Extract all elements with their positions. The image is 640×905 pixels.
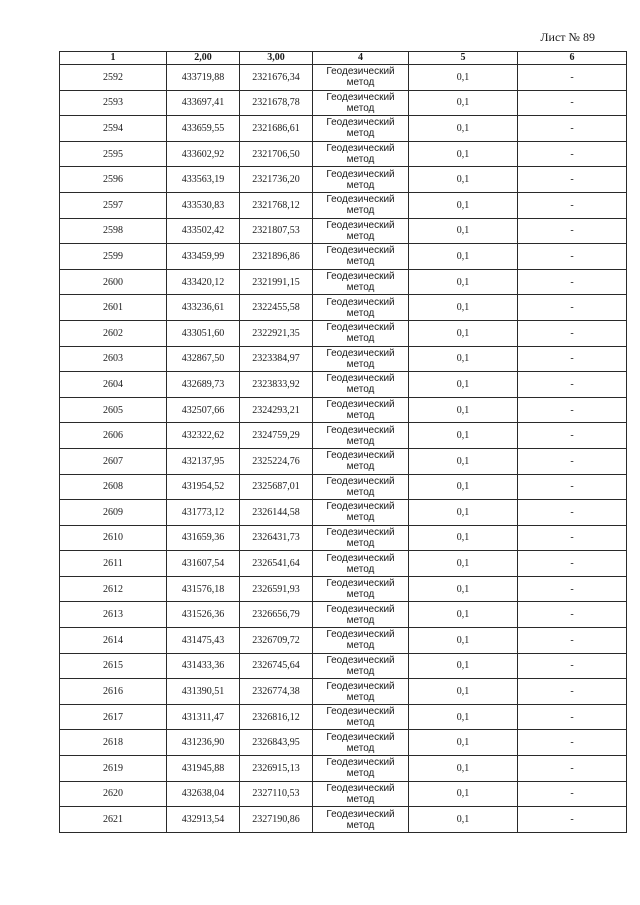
table-row bbox=[60, 679, 627, 705]
y-coordinate-cell: 2326541,64 bbox=[240, 551, 313, 577]
x-coordinate-cell: 431390,51 bbox=[167, 679, 240, 705]
method-cell: Геодезический метод bbox=[313, 116, 409, 142]
table-row bbox=[60, 397, 627, 423]
table-row bbox=[60, 602, 627, 628]
description-cell: - bbox=[518, 576, 627, 602]
x-coordinate-cell: 433719,88 bbox=[167, 65, 240, 91]
column-header: 3,00 bbox=[240, 52, 313, 65]
x-coordinate-cell: 432507,66 bbox=[167, 397, 240, 423]
x-coordinate-cell: 432137,95 bbox=[167, 448, 240, 474]
accuracy-cell: 0,1 bbox=[409, 218, 518, 244]
table-row bbox=[60, 320, 627, 346]
table-row bbox=[60, 244, 627, 270]
method-cell: Геодезический метод bbox=[313, 525, 409, 551]
point-number-cell: 2610 bbox=[60, 525, 167, 551]
description-cell: - bbox=[518, 602, 627, 628]
y-coordinate-cell: 2327110,53 bbox=[240, 781, 313, 807]
point-number-cell: 2604 bbox=[60, 372, 167, 398]
x-coordinate-cell: 431236,90 bbox=[167, 730, 240, 756]
table-header bbox=[60, 52, 627, 65]
accuracy-cell: 0,1 bbox=[409, 653, 518, 679]
column-header: 4 bbox=[313, 52, 409, 65]
method-cell: Геодезический метод bbox=[313, 653, 409, 679]
point-number-cell: 2596 bbox=[60, 167, 167, 193]
point-number-cell: 2612 bbox=[60, 576, 167, 602]
point-number-cell: 2614 bbox=[60, 628, 167, 654]
column-header: 1 bbox=[60, 52, 167, 65]
x-coordinate-cell: 431607,54 bbox=[167, 551, 240, 577]
accuracy-cell: 0,1 bbox=[409, 90, 518, 116]
description-cell: - bbox=[518, 346, 627, 372]
y-coordinate-cell: 2326745,64 bbox=[240, 653, 313, 679]
description-cell: - bbox=[518, 551, 627, 577]
table-row bbox=[60, 551, 627, 577]
method-cell: Геодезический метод bbox=[313, 346, 409, 372]
point-number-cell: 2602 bbox=[60, 320, 167, 346]
point-number-cell: 2615 bbox=[60, 653, 167, 679]
method-cell: Геодезический метод bbox=[313, 730, 409, 756]
description-cell: - bbox=[518, 704, 627, 730]
y-coordinate-cell: 2321678,78 bbox=[240, 90, 313, 116]
y-coordinate-cell: 2327190,86 bbox=[240, 807, 313, 833]
x-coordinate-cell: 431433,36 bbox=[167, 653, 240, 679]
accuracy-cell: 0,1 bbox=[409, 141, 518, 167]
accuracy-cell: 0,1 bbox=[409, 116, 518, 142]
description-cell: - bbox=[518, 141, 627, 167]
y-coordinate-cell: 2322921,35 bbox=[240, 320, 313, 346]
point-number-cell: 2619 bbox=[60, 756, 167, 782]
point-number-cell: 2616 bbox=[60, 679, 167, 705]
x-coordinate-cell: 431311,47 bbox=[167, 704, 240, 730]
point-number-cell: 2607 bbox=[60, 448, 167, 474]
x-coordinate-cell: 431576,18 bbox=[167, 576, 240, 602]
method-cell: Геодезический метод bbox=[313, 807, 409, 833]
table-row bbox=[60, 167, 627, 193]
y-coordinate-cell: 2323833,92 bbox=[240, 372, 313, 398]
accuracy-cell: 0,1 bbox=[409, 576, 518, 602]
x-coordinate-cell: 431954,52 bbox=[167, 474, 240, 500]
description-cell: - bbox=[518, 679, 627, 705]
method-cell: Геодезический метод bbox=[313, 90, 409, 116]
header-row bbox=[60, 52, 627, 65]
table-row bbox=[60, 781, 627, 807]
method-cell: Геодезический метод bbox=[313, 397, 409, 423]
coordinates-table bbox=[59, 51, 627, 833]
point-number-cell: 2606 bbox=[60, 423, 167, 449]
y-coordinate-cell: 2321736,20 bbox=[240, 167, 313, 193]
method-cell: Геодезический метод bbox=[313, 244, 409, 270]
y-coordinate-cell: 2321768,12 bbox=[240, 192, 313, 218]
table-row bbox=[60, 141, 627, 167]
column-header: 2,00 bbox=[167, 52, 240, 65]
accuracy-cell: 0,1 bbox=[409, 551, 518, 577]
description-cell: - bbox=[518, 653, 627, 679]
accuracy-cell: 0,1 bbox=[409, 192, 518, 218]
point-number-cell: 2617 bbox=[60, 704, 167, 730]
x-coordinate-cell: 432322,62 bbox=[167, 423, 240, 449]
table-row bbox=[60, 269, 627, 295]
y-coordinate-cell: 2326591,93 bbox=[240, 576, 313, 602]
table-row bbox=[60, 628, 627, 654]
x-coordinate-cell: 433420,12 bbox=[167, 269, 240, 295]
method-cell: Геодезический метод bbox=[313, 448, 409, 474]
x-coordinate-cell: 432638,04 bbox=[167, 781, 240, 807]
y-coordinate-cell: 2326144,58 bbox=[240, 500, 313, 526]
method-cell: Геодезический метод bbox=[313, 628, 409, 654]
point-number-cell: 2611 bbox=[60, 551, 167, 577]
point-number-cell: 2593 bbox=[60, 90, 167, 116]
table-row bbox=[60, 704, 627, 730]
y-coordinate-cell: 2321807,53 bbox=[240, 218, 313, 244]
table-body bbox=[60, 65, 627, 833]
x-coordinate-cell: 433563,19 bbox=[167, 167, 240, 193]
accuracy-cell: 0,1 bbox=[409, 525, 518, 551]
accuracy-cell: 0,1 bbox=[409, 704, 518, 730]
method-cell: Геодезический метод bbox=[313, 167, 409, 193]
method-cell: Геодезический метод bbox=[313, 602, 409, 628]
method-cell: Геодезический метод bbox=[313, 65, 409, 91]
y-coordinate-cell: 2324759,29 bbox=[240, 423, 313, 449]
accuracy-cell: 0,1 bbox=[409, 807, 518, 833]
point-number-cell: 2600 bbox=[60, 269, 167, 295]
table-row bbox=[60, 525, 627, 551]
description-cell: - bbox=[518, 65, 627, 91]
method-cell: Геодезический метод bbox=[313, 781, 409, 807]
description-cell: - bbox=[518, 448, 627, 474]
description-cell: - bbox=[518, 730, 627, 756]
description-cell: - bbox=[518, 269, 627, 295]
accuracy-cell: 0,1 bbox=[409, 423, 518, 449]
y-coordinate-cell: 2326915,13 bbox=[240, 756, 313, 782]
accuracy-cell: 0,1 bbox=[409, 500, 518, 526]
y-coordinate-cell: 2326816,12 bbox=[240, 704, 313, 730]
point-number-cell: 2595 bbox=[60, 141, 167, 167]
description-cell: - bbox=[518, 628, 627, 654]
method-cell: Геодезический метод bbox=[313, 372, 409, 398]
point-number-cell: 2597 bbox=[60, 192, 167, 218]
table-row bbox=[60, 372, 627, 398]
description-cell: - bbox=[518, 218, 627, 244]
y-coordinate-cell: 2326431,73 bbox=[240, 525, 313, 551]
table-row bbox=[60, 730, 627, 756]
description-cell: - bbox=[518, 781, 627, 807]
accuracy-cell: 0,1 bbox=[409, 167, 518, 193]
description-cell: - bbox=[518, 807, 627, 833]
point-number-cell: 2608 bbox=[60, 474, 167, 500]
y-coordinate-cell: 2326843,95 bbox=[240, 730, 313, 756]
y-coordinate-cell: 2323384,97 bbox=[240, 346, 313, 372]
table-row bbox=[60, 192, 627, 218]
accuracy-cell: 0,1 bbox=[409, 756, 518, 782]
y-coordinate-cell: 2321896,86 bbox=[240, 244, 313, 270]
method-cell: Геодезический метод bbox=[313, 756, 409, 782]
x-coordinate-cell: 432913,54 bbox=[167, 807, 240, 833]
method-cell: Геодезический метод bbox=[313, 474, 409, 500]
table-row bbox=[60, 423, 627, 449]
description-cell: - bbox=[518, 474, 627, 500]
point-number-cell: 2621 bbox=[60, 807, 167, 833]
x-coordinate-cell: 433697,41 bbox=[167, 90, 240, 116]
column-header: 5 bbox=[409, 52, 518, 65]
y-coordinate-cell: 2321991,15 bbox=[240, 269, 313, 295]
accuracy-cell: 0,1 bbox=[409, 474, 518, 500]
accuracy-cell: 0,1 bbox=[409, 372, 518, 398]
method-cell: Геодезический метод bbox=[313, 295, 409, 321]
x-coordinate-cell: 433502,42 bbox=[167, 218, 240, 244]
accuracy-cell: 0,1 bbox=[409, 346, 518, 372]
point-number-cell: 2605 bbox=[60, 397, 167, 423]
method-cell: Геодезический метод bbox=[313, 218, 409, 244]
method-cell: Геодезический метод bbox=[313, 192, 409, 218]
description-cell: - bbox=[518, 525, 627, 551]
table-row bbox=[60, 756, 627, 782]
point-number-cell: 2620 bbox=[60, 781, 167, 807]
x-coordinate-cell: 433659,55 bbox=[167, 116, 240, 142]
accuracy-cell: 0,1 bbox=[409, 269, 518, 295]
x-coordinate-cell: 433459,99 bbox=[167, 244, 240, 270]
point-number-cell: 2598 bbox=[60, 218, 167, 244]
y-coordinate-cell: 2321676,34 bbox=[240, 65, 313, 91]
column-header: 6 bbox=[518, 52, 627, 65]
description-cell: - bbox=[518, 244, 627, 270]
table-row bbox=[60, 346, 627, 372]
accuracy-cell: 0,1 bbox=[409, 65, 518, 91]
description-cell: - bbox=[518, 167, 627, 193]
x-coordinate-cell: 433236,61 bbox=[167, 295, 240, 321]
x-coordinate-cell: 433051,60 bbox=[167, 320, 240, 346]
accuracy-cell: 0,1 bbox=[409, 679, 518, 705]
table-row bbox=[60, 90, 627, 116]
method-cell: Геодезический метод bbox=[313, 423, 409, 449]
table-row bbox=[60, 653, 627, 679]
method-cell: Геодезический метод bbox=[313, 704, 409, 730]
x-coordinate-cell: 431659,36 bbox=[167, 525, 240, 551]
x-coordinate-cell: 431773,12 bbox=[167, 500, 240, 526]
x-coordinate-cell: 431475,43 bbox=[167, 628, 240, 654]
method-cell: Геодезический метод bbox=[313, 269, 409, 295]
method-cell: Геодезический метод bbox=[313, 679, 409, 705]
description-cell: - bbox=[518, 320, 627, 346]
table-row bbox=[60, 116, 627, 142]
description-cell: - bbox=[518, 423, 627, 449]
point-number-cell: 2609 bbox=[60, 500, 167, 526]
point-number-cell: 2618 bbox=[60, 730, 167, 756]
description-cell: - bbox=[518, 192, 627, 218]
table-row bbox=[60, 65, 627, 91]
x-coordinate-cell: 431945,88 bbox=[167, 756, 240, 782]
description-cell: - bbox=[518, 756, 627, 782]
accuracy-cell: 0,1 bbox=[409, 448, 518, 474]
y-coordinate-cell: 2324293,21 bbox=[240, 397, 313, 423]
accuracy-cell: 0,1 bbox=[409, 295, 518, 321]
accuracy-cell: 0,1 bbox=[409, 320, 518, 346]
accuracy-cell: 0,1 bbox=[409, 602, 518, 628]
table-row bbox=[60, 576, 627, 602]
accuracy-cell: 0,1 bbox=[409, 244, 518, 270]
x-coordinate-cell: 431526,36 bbox=[167, 602, 240, 628]
x-coordinate-cell: 432867,50 bbox=[167, 346, 240, 372]
description-cell: - bbox=[518, 500, 627, 526]
point-number-cell: 2599 bbox=[60, 244, 167, 270]
description-cell: - bbox=[518, 90, 627, 116]
table-row bbox=[60, 474, 627, 500]
accuracy-cell: 0,1 bbox=[409, 628, 518, 654]
x-coordinate-cell: 432689,73 bbox=[167, 372, 240, 398]
method-cell: Геодезический метод bbox=[313, 576, 409, 602]
y-coordinate-cell: 2322455,58 bbox=[240, 295, 313, 321]
y-coordinate-cell: 2325687,01 bbox=[240, 474, 313, 500]
table-row bbox=[60, 448, 627, 474]
point-number-cell: 2603 bbox=[60, 346, 167, 372]
point-number-cell: 2601 bbox=[60, 295, 167, 321]
method-cell: Геодезический метод bbox=[313, 320, 409, 346]
description-cell: - bbox=[518, 116, 627, 142]
sheet-number-label: Лист № 89 bbox=[540, 30, 595, 44]
method-cell: Геодезический метод bbox=[313, 141, 409, 167]
table-row bbox=[60, 807, 627, 833]
point-number-cell: 2613 bbox=[60, 602, 167, 628]
y-coordinate-cell: 2326656,79 bbox=[240, 602, 313, 628]
y-coordinate-cell: 2326709,72 bbox=[240, 628, 313, 654]
x-coordinate-cell: 433530,83 bbox=[167, 192, 240, 218]
point-number-cell: 2594 bbox=[60, 116, 167, 142]
description-cell: - bbox=[518, 295, 627, 321]
accuracy-cell: 0,1 bbox=[409, 730, 518, 756]
y-coordinate-cell: 2326774,38 bbox=[240, 679, 313, 705]
y-coordinate-cell: 2321686,61 bbox=[240, 116, 313, 142]
point-number-cell: 2592 bbox=[60, 65, 167, 91]
accuracy-cell: 0,1 bbox=[409, 781, 518, 807]
y-coordinate-cell: 2325224,76 bbox=[240, 448, 313, 474]
description-cell: - bbox=[518, 397, 627, 423]
table-row bbox=[60, 295, 627, 321]
method-cell: Геодезический метод bbox=[313, 500, 409, 526]
table-row bbox=[60, 218, 627, 244]
table-row bbox=[60, 500, 627, 526]
method-cell: Геодезический метод bbox=[313, 551, 409, 577]
accuracy-cell: 0,1 bbox=[409, 397, 518, 423]
y-coordinate-cell: 2321706,50 bbox=[240, 141, 313, 167]
x-coordinate-cell: 433602,92 bbox=[167, 141, 240, 167]
description-cell: - bbox=[518, 372, 627, 398]
